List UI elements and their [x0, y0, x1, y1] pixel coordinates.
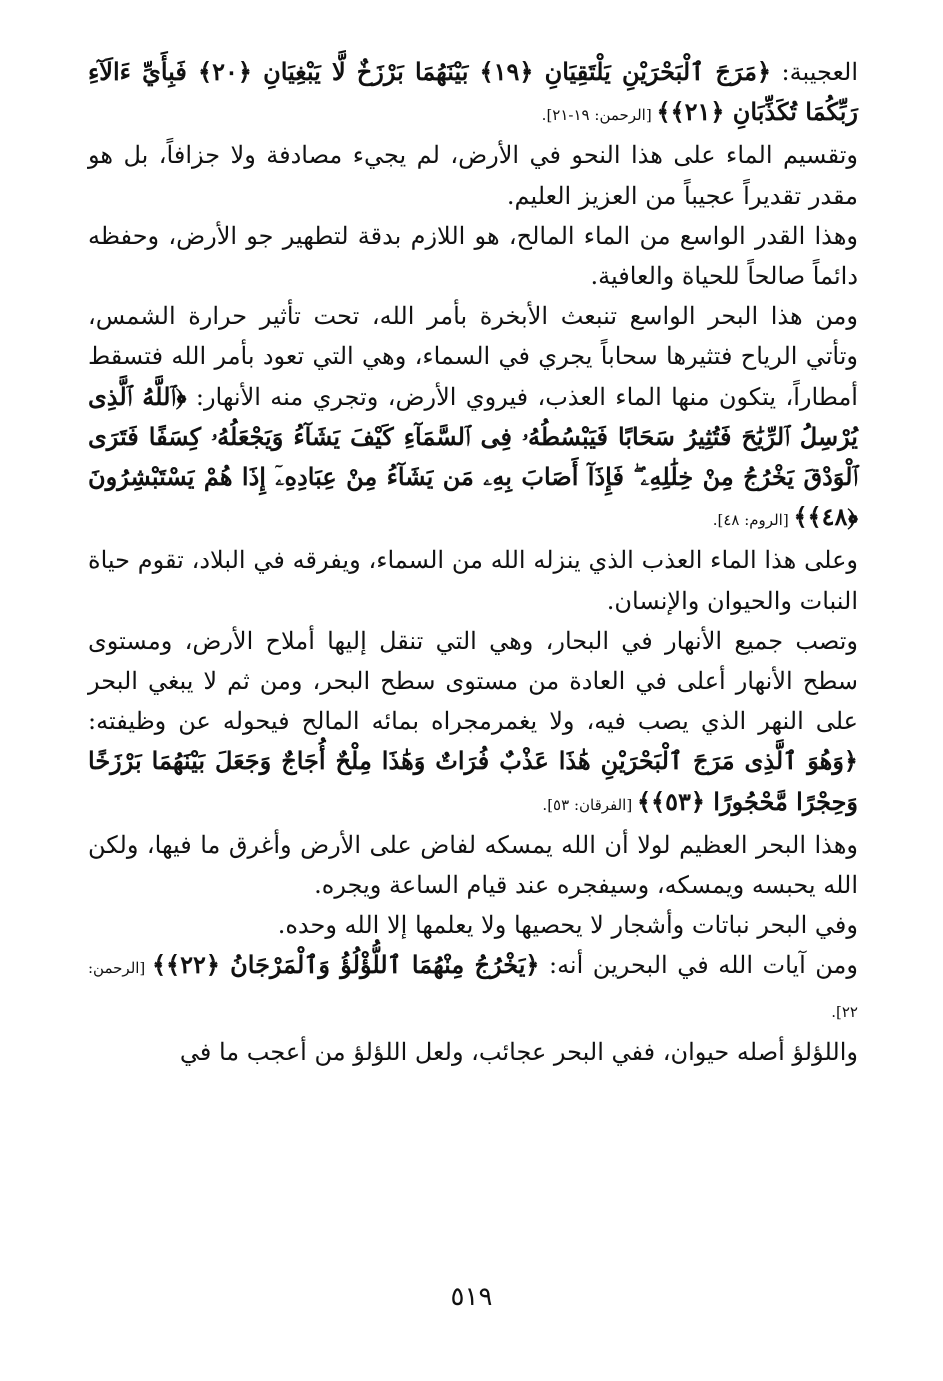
verse-reference: [الروم: ٤٨]. — [712, 511, 794, 530]
paragraph-10: واللؤلؤ أصله حيوان، ففي البحر عجائب، ولعل اللؤلؤ من أعجب ما في — [179, 1037, 858, 1066]
paragraph-text: وتصب جميع الأنهار في البحار، وهي التي تنقل إليها أملاح الأرض، ومستوى سطح الأنهار أعلى في العادة من مستوى سطح البحر، ومن ثم لا يبغي البحر على النهر الذي يصب فيه، ولا يغمرمجراه بمائه المالح فيحوله عن وظيفته: — [88, 626, 858, 736]
verse-reference: [الرحمن: ١٩-٢١]. — [541, 106, 657, 125]
quran-verse: ﴿وَهُوَ ٱلَّذِى مَرَجَ ٱلْبَحْرَيْنِ هَٰذَا عَذْبٌ فُرَاتٌ وَهَٰذَا مِلْحٌ أُجَاجٌ وَجَعَلَ بَيْنَهُمَا بَرْزَخًا وَحِجْرًا مَّحْجُورًا ﴿٥٣﴾﴾ — [88, 746, 858, 816]
page-body — [88, 52, 858, 1072]
quran-verse: ﴿مَرَجَ ٱلْبَحْرَيْنِ يَلْتَقِيَانِ ﴿١٩﴾ بَيْنَهُمَا بَرْزَخٌ لَّا يَبْغِيَانِ ﴿٢٠﴾ فَبِأَيِّ ءَالَآءِ رَبِّكُمَا تُكَذِّبَانِ ﴿٢١﴾﴾ — [88, 57, 858, 127]
paragraph-5: وعلى هذا الماء العذب الذي ينزله الله من السماء، ويفرقه في البلاد، تقوم حياة النبات والحيوان والإنسان. — [88, 546, 858, 615]
page-number: ٥١٩ — [450, 1282, 493, 1312]
paragraph-8: وفي البحر نباتات وأشجار لا يحصيها ولا يعلمها إلا الله وحده. — [277, 911, 858, 940]
verse-reference: [الفرقان: ٥٣]. — [542, 795, 637, 814]
quran-verse: ﴿يَخْرُجُ مِنْهُمَا ٱللُّؤْلُؤُ وَٱلْمَرْجَانُ ﴿٢٢﴾﴾ — [151, 950, 540, 980]
paragraph-7: وهذا البحر العظيم لولا أن الله يمسكه لفاض على الأرض وأغرق ما فيها، ولكن الله يحبسه ويمسكه، وسيفجره عند قيام الساعة ويجره. — [88, 830, 858, 900]
paragraph-3: وهذا القدر الواسع من الماء المالح، هو اللازم بدقة لتطهير جو الأرض، وحفظه دائماً صالحاً للحياة والعافية. — [88, 221, 858, 291]
paragraph-9 — [88, 945, 858, 1031]
paragraph-text: ومن هذا البحر الواسع تنبعث الأبخرة بأمر الله، تحت تأثير حرارة الشمس، وتأتي الرياح فتثيرها سحاباً يجري في السماء، وهي التي تعود بأمر الله فتسقط أمطاراً، يتكون منها الماء العذب، فيروي الأرض، وتجري منه الأنهار: — [88, 302, 858, 411]
paragraph-text: العجيبة: — [771, 58, 858, 86]
paragraph-2: وتقسيم الماء على هذا النحو في الأرض، لم يجيء مصادفة ولا جزافاً، بل هو مقدر تقديراً عجيباً من العزيز العليم. — [88, 141, 858, 210]
paragraph-1 — [88, 52, 858, 135]
paragraph-6 — [88, 621, 858, 825]
paragraph-4 — [88, 296, 858, 540]
quran-verse: ﴿ٱللَّهُ ٱلَّذِى يُرْسِلُ ٱلرِّيَٰحَ فَتُثِيرُ سَحَابًا فَيَبْسُطُهُۥ فِى ٱلسَّمَآءِ كَيْفَ يَشَآءُ وَيَجْعَلُهُۥ كِسَفًا فَتَرَى ٱلْوَدْقَ يَخْرُجُ مِنْ خِلَٰلِهِۦ ۖ فَإِذَآ أَصَابَ بِهِۦ مَن يَشَآءُ مِنْ عِبَادِهِۦٓ إِذَا هُمْ يَسْتَبْشِرُونَ ﴿٤٨﴾﴾ — [88, 381, 858, 532]
verse-reference: [الرحمن: ٢٢]. — [88, 959, 858, 1021]
paragraph-text: ومن آيات الله في البحرين أنه: — [539, 951, 858, 980]
